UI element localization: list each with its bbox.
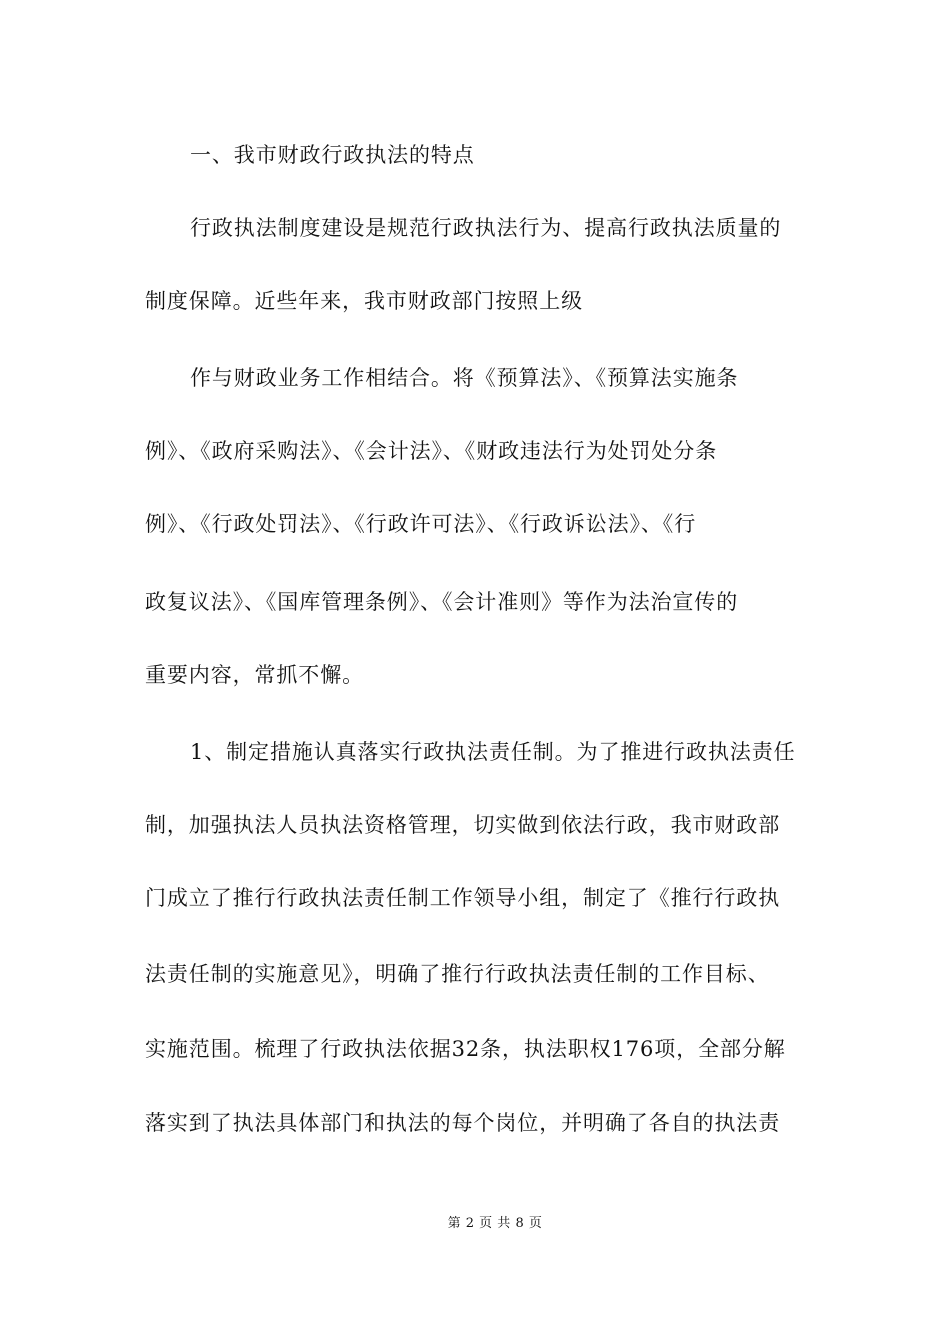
paragraph-line: 行政执法制度建设是规范行政执法行为、提高行政执法质量的 (190, 216, 782, 240)
paragraph-line: 实施范围。梳理了行政执法依据32条，执法职权176项，全部分解 (145, 1037, 786, 1061)
paragraph-line: 1、制定措施认真落实行政执法责任制。为了推进行政执法责任 (190, 740, 796, 764)
paragraph-line: 政复议法》、《国库管理条例》、《会计准则》等作为法治宣传的 (145, 590, 739, 614)
paragraph-line: 法责任制的实施意见》，明确了推行行政执法责任制的工作目标、 (145, 962, 770, 986)
paragraph-line: 制，加强执法人员执法资格管理，切实做到依法行政，我市财政部 (145, 813, 781, 837)
paragraph-line: 门成立了推行行政执法责任制工作领导小组，制定了《推行行政执 (145, 886, 781, 910)
paragraph-line: 作与财政业务工作相结合。将《预算法》、《预算法实施条 (190, 366, 739, 390)
paragraph-line: 例》、《政府采购法》、《会计法》、《财政违法行为处罚处分条 (145, 439, 718, 463)
page-number: 第 2 页 共 8 页 (447, 1216, 543, 1231)
paragraph-line: 制度保障。近些年来，我市财政部门按照上级 (145, 289, 583, 313)
section-heading: 一、我市财政行政执法的特点 (190, 143, 475, 167)
paragraph-line: 落实到了执法具体部门和执法的每个岗位，并明确了各自的执法责 (145, 1111, 781, 1135)
paragraph-line: 例》、《行政处罚法》、《行政许可法》、《行政诉讼法》、《行 (145, 512, 697, 536)
paragraph-line: 重要内容，常抓不懈。 (145, 663, 364, 687)
